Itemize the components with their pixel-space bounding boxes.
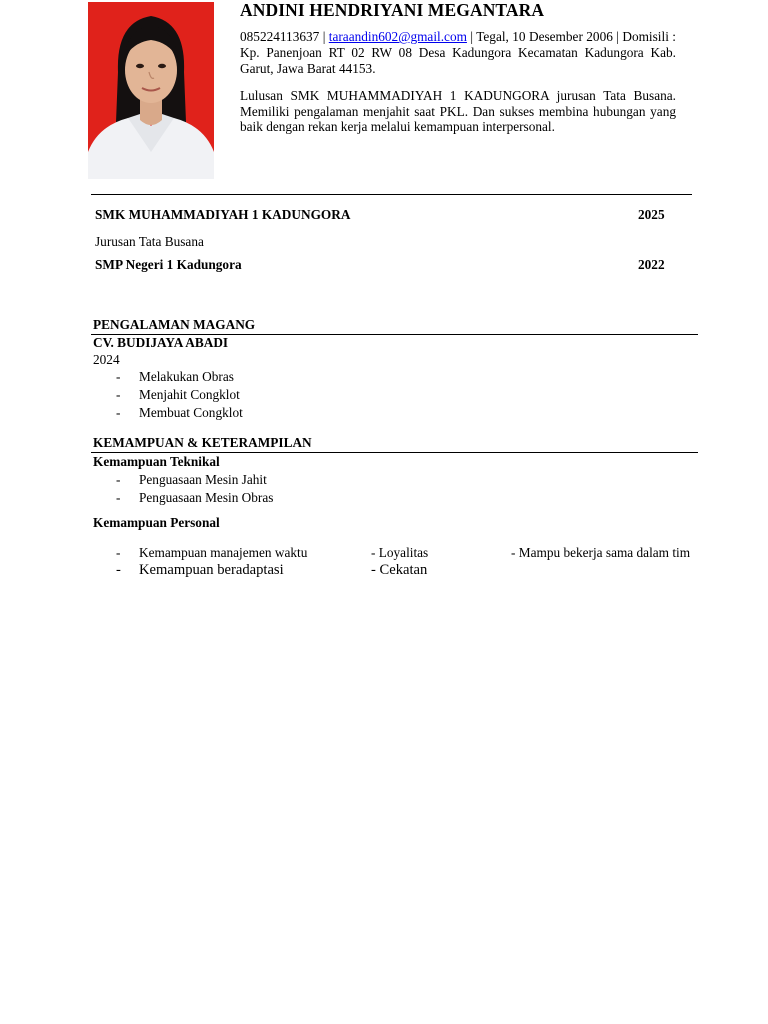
- internship-year: 2024: [93, 352, 120, 367]
- education-entry: [95, 207, 665, 223]
- skills-section-title: KEMAMPUAN & KETERAMPILAN: [93, 435, 312, 450]
- personal-skills-title: Kemampuan Personal: [93, 515, 220, 530]
- internship-section-title: PENGALAMAN MAGANG: [93, 317, 256, 332]
- technical-skills-title: Kemampuan Teknikal: [93, 454, 220, 469]
- school-name: SMK MUHAMMADIYAH 1 KADUNGORA: [95, 207, 351, 222]
- education-entry: [95, 257, 665, 273]
- school-year: 2022: [638, 257, 665, 272]
- bullet-dash: -: [116, 369, 121, 384]
- technical-skill: Penguasaan Mesin Jahit: [139, 472, 267, 487]
- header-divider: [91, 194, 692, 195]
- skills-divider: [91, 452, 698, 453]
- bullet-dash: -: [116, 405, 121, 420]
- school-name: SMP Negeri 1 Kadungora: [95, 257, 242, 272]
- bullet-dash: -: [116, 387, 121, 402]
- technical-skill: Penguasaan Mesin Obras: [139, 490, 274, 505]
- personal-skill: Kemampuan beradaptasi: [139, 562, 284, 578]
- bullet-dash: -: [116, 472, 121, 487]
- personal-skill: Kemampuan manajemen waktu: [139, 545, 308, 560]
- bullet-dash: -: [116, 490, 121, 505]
- school-year: 2025: [638, 207, 665, 222]
- contact-info: [240, 29, 676, 77]
- email-link[interactable]: taraandin602@gmail.com: [328, 29, 467, 44]
- candidate-name: ANDINI HENDRIYANI MEGANTARA: [240, 0, 545, 20]
- internship-task: Membuat Congklot: [139, 405, 243, 420]
- internship-task: Melakukan Obras: [139, 369, 234, 384]
- contact-separator: |: [470, 29, 474, 44]
- personal-skill: - Mampu bekerja sama dalam tim: [511, 545, 691, 560]
- birth-and-address: Tegal, 10 Desember 2006 | Domisili : Kp. Panenjoan RT 02 RW 08 Desa Kadungora Kecamatan Kadungora Kab. Garut, Jawa Barat 44153.: [240, 29, 676, 76]
- school-major: Jurusan Tata Busana: [95, 234, 204, 249]
- internship-task: Menjahit Congklot: [139, 387, 240, 402]
- profile-photo-graphic: [88, 2, 214, 179]
- internship-company: CV. BUDIJAYA ABADI: [93, 335, 229, 350]
- personal-skill: - Cekatan: [371, 562, 428, 578]
- profile-photo: [88, 2, 214, 179]
- bullet-dash: -: [116, 562, 121, 578]
- phone-number: 085224113637: [240, 29, 320, 44]
- profile-summary: Lulusan SMK MUHAMMADIYAH 1 KADUNGORA jurusan Tata Busana. Memiliki pengalaman menjahit saat PKL. Dan sukses membina hubungan yang baik dengan rekan kerja melalui kemampuan interpersonal.: [240, 88, 676, 134]
- contact-separator: |: [322, 29, 326, 44]
- personal-skill: - Loyalitas: [371, 545, 429, 560]
- bullet-dash: -: [116, 545, 121, 560]
